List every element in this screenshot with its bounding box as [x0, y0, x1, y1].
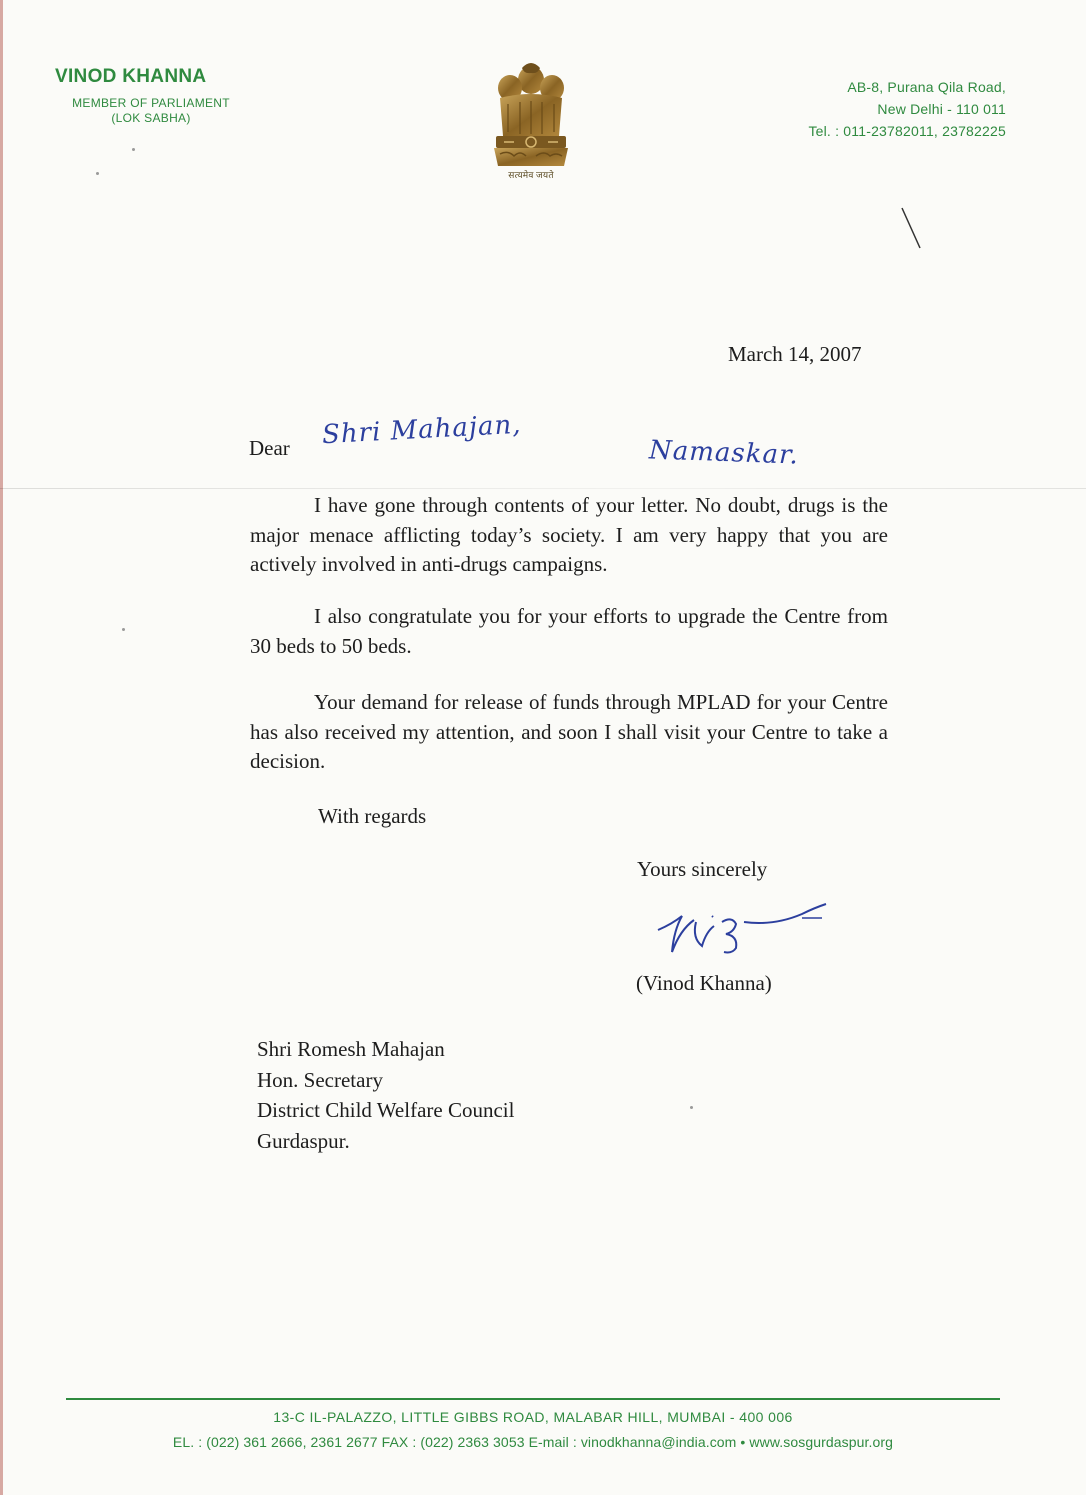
paper-speck	[690, 1106, 693, 1109]
letterhead-house: (LOK SABHA)	[111, 111, 191, 125]
letterhead-role	[55, 96, 247, 126]
body-paragraph: Your demand for release of funds through MPLAD for your Centre has also received my attention, and soon I shall visit your Centre to take a decision.	[250, 690, 888, 773]
paper-speck	[96, 172, 99, 175]
address-line-1: AB-8, Purana Qila Road,	[847, 79, 1006, 95]
letterhead-title: MEMBER OF PARLIAMENT	[72, 96, 230, 110]
handwritten-greeting: Namaskar.	[648, 435, 800, 471]
salutation: Dear	[249, 436, 290, 460]
signatory-name: (Vinod Khanna)	[636, 971, 772, 995]
recipient-organization: District Child Welfare Council	[257, 1098, 515, 1122]
footer-address: 13-C IL-PALAZZO, LITTLE GIBBS ROAD, MALABAR HILL, MUMBAI - 400 006	[273, 1409, 793, 1425]
emblem-motto: सत्यमेव जयते	[508, 170, 554, 180]
regards-line: With regards	[318, 804, 427, 828]
address-line-2: New Delhi - 110 011	[877, 101, 1006, 117]
paper-speck	[132, 148, 135, 151]
recipient-name: Shri Romesh Mahajan	[257, 1037, 445, 1061]
recipient-block	[257, 1034, 514, 1156]
closing-line: Yours sincerely	[637, 857, 768, 881]
recipient-city: Gurdaspur.	[257, 1128, 350, 1153]
handwritten-addressee: Shri Mahajan,	[321, 409, 523, 451]
body-paragraph: I have gone through contents of your letter. No doubt, drugs is the major menace afflicting today’s society. I am very happy that you are actively involved in anti-drugs campaigns.	[250, 493, 888, 576]
letterhead-phone: Tel. : 011-23782011, 23782225	[808, 123, 1006, 139]
fold-crease	[0, 488, 1086, 489]
letterhead-address	[808, 76, 1006, 142]
letterhead-name: VINOD KHANNA	[55, 66, 207, 87]
footer-divider	[66, 1398, 1000, 1400]
page-edge	[0, 0, 3, 1495]
paper-speck	[122, 628, 125, 631]
recipient-title: Hon. Secretary	[257, 1067, 383, 1092]
signature-image	[652, 892, 842, 962]
body-paragraph: I also congratulate you for your efforts to upgrade the Centre from 30 beds to 50 beds.	[250, 604, 888, 658]
pen-mark	[900, 206, 924, 252]
letter-date: March 14, 2007	[728, 342, 862, 366]
footer-contact: EL. : (022) 361 2666, 2361 2677 FAX : (022) 2363 3053 E-mail : vinodkhanna@india.com • www.sosgurdaspur.org	[172, 1434, 894, 1450]
